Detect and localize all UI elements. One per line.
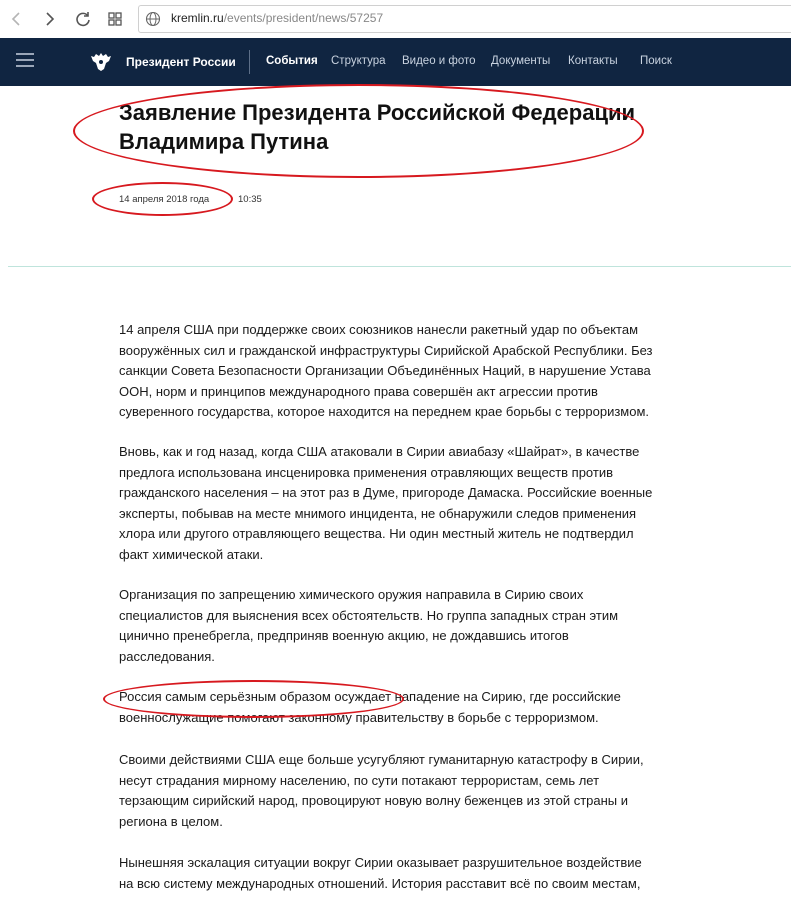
site-header xyxy=(0,38,791,86)
nav-events[interactable]: События xyxy=(266,55,318,67)
article-paragraph-6: Нынешняя эскалация ситуации вокруг Сирии оказывает разрушительное воздействие на всю систему международных отношений. История расставит всё по своим местам, xyxy=(119,855,642,891)
address-bar[interactable] xyxy=(138,5,791,33)
reload-icon xyxy=(72,8,94,30)
article-paragraph-2: Вновь, как и год назад, когда США атаковали в Сирии авиабазу «Шайрат», в качестве предлога использована инсценировка применения отравляющих веществ против гражданского населения – на этот раз в Думе, пригороде Дамаска. Российские военные эксперты, побывав на месте мнимого инцидента, не обнаружили следов применения хлора или другого отравляющего вещества. Ни один местный житель не подтвердил факт химической атаки. xyxy=(119,444,653,562)
section-separator xyxy=(8,266,791,267)
browser-toolbar xyxy=(0,0,791,39)
nav-contacts[interactable]: Контакты xyxy=(568,55,618,67)
nav-structure[interactable]: Структура xyxy=(331,55,386,67)
article-paragraph-5: Своими действиями США еще больше усугубляют гуманитарную катастрофу в Сирии, несут страдания мирному населению, по сути потакают террористам, семь лет терзающим сирийский народ, провоцируют новую волну беженцев из этой страны и региона в целом. xyxy=(119,752,644,829)
forward-button[interactable] xyxy=(38,8,60,30)
reload-button[interactable] xyxy=(72,8,94,30)
forward-arrow-icon xyxy=(38,8,60,30)
page-title xyxy=(119,98,659,156)
apps-grid-button[interactable] xyxy=(104,8,126,30)
back-arrow-icon xyxy=(6,8,28,30)
grid-icon xyxy=(104,8,126,30)
title-line-2: Владимира Путина xyxy=(119,129,329,154)
title-line-1: Заявление Президента Российской Федерации xyxy=(119,100,636,125)
hamburger-menu-icon[interactable] xyxy=(16,53,34,69)
publication-time: 10:35 xyxy=(238,194,262,205)
nav-video-photo[interactable]: Видео и фото xyxy=(402,55,476,67)
url-text: kremlin.ru/events/president/news/57257 xyxy=(171,11,384,25)
nav-divider xyxy=(249,50,250,74)
article-paragraph-4: Россия самым серьёзным образом осуждает нападение на Сирию, где российские военнослужащие помогают законному правительству в борьбе с терроризмом. xyxy=(119,689,621,725)
article-paragraph-1: 14 апреля США при поддержке своих союзников нанесли ракетный удар по объектам вооружённых сил и гражданской инфраструктуры Сирийской Арабской Республики. Без санкции Совета Безопасности Организации Объединённых Наций, в нарушение Устава ООН, норм и принципов международного права совершён акт агрессии против суверенного государства, которое находится на переднем крае борьбы с терроризмом. xyxy=(119,322,653,419)
back-button[interactable] xyxy=(6,8,28,30)
site-brand-link[interactable]: Президент России xyxy=(126,55,236,69)
globe-icon xyxy=(145,11,161,27)
publication-date: 14 апреля 2018 года xyxy=(119,194,210,205)
article-paragraph-3: Организация по запрещению химического оружия направила в Сирию своих специалистов для выяснения всех обстоятельств. Но группа западных стран этим цинично пренебрегла, предприняв военную акцию, не дождавшись итогов расследования. xyxy=(119,587,619,664)
double-headed-eagle-icon[interactable] xyxy=(88,49,114,75)
nav-documents[interactable]: Документы xyxy=(491,55,551,67)
nav-search[interactable]: Поиск xyxy=(640,55,672,67)
